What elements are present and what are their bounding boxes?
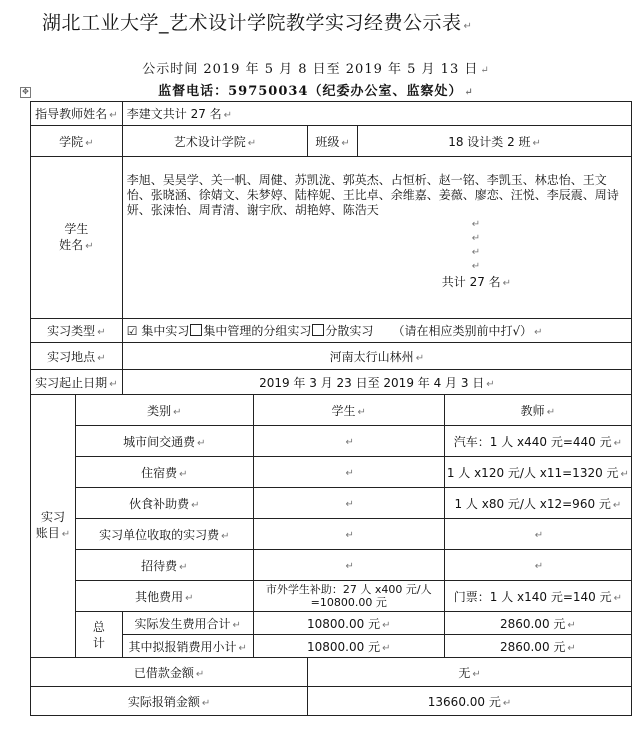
total-label: 总 计 (75, 612, 122, 658)
claim-subtotal-teacher: 2860.00 元 ↵ (444, 635, 631, 658)
page-title: 湖北工业大学_艺术设计学院教学实习经费公示表 ↵ (42, 12, 473, 34)
actual-total-label: 实际发生费用合计 ↵ (122, 612, 253, 635)
type-hint: （请在相应类别前中打√） (392, 324, 533, 338)
students-names: 李旭、吴昊学、关一帆、周健、苏凯泷、郭英杰、占恒析、赵一铭、李凯玉、林忠怡、王文怡、张晓涵、徐婧文、朱梦婷、陆梓妮、王比卓、余维嘉、姜薇、廖恋、汪悦、李辰震、周诗妍、张涑怡、周青清、谢宇欣、胡艳婷、陈浩天 ↵ ↵ ↵ ↵ 共计 27 名 ↵ (122, 157, 631, 319)
col-category: 类别 ↵ (75, 395, 253, 426)
teacher-value: 李建文共计 27 名 ↵ (122, 102, 631, 126)
location-label: 实习地点 ↵ (31, 343, 123, 370)
type-label: 实习类型 ↵ (31, 319, 123, 343)
table-row (31, 581, 632, 612)
teacher-row (31, 102, 632, 126)
students-row (31, 157, 632, 319)
checked-checkbox-icon[interactable]: ☑ (126, 324, 138, 338)
students-label: 学生 姓名 ↵ (31, 157, 123, 319)
class-label: 班级 ↵ (308, 126, 358, 157)
category-cell: 招待费 ↵ (75, 550, 253, 581)
reimbursed-value: 13660.00 元 ↵ (308, 687, 632, 716)
location-value: 河南太行山林州 ↵ (122, 343, 631, 370)
unchecked-checkbox-icon[interactable] (190, 324, 202, 336)
student-cell: ↵ (253, 488, 444, 519)
teacher-label: 指导教师姓名 ↵ (31, 102, 123, 126)
location-row (31, 343, 632, 370)
move-handle-icon[interactable]: ✥ (20, 87, 31, 98)
col-teacher: 教师 ↵ (444, 395, 631, 426)
table-row (31, 457, 632, 488)
teacher-cell: 汽车：1 人 x440 元=440 元 ↵ (444, 426, 631, 457)
student-cell: ↵ (253, 457, 444, 488)
actual-total-student: 10800.00 元 ↵ (253, 612, 444, 635)
teacher-cell: ↵ (444, 519, 631, 550)
actual-total-teacher: 2860.00 元 ↵ (444, 612, 631, 635)
teacher-cell: 门票：1 人 x140 元=140 元 ↵ (444, 581, 631, 612)
dates-value: 2019 年 3 月 23 日至 2019 年 4 月 3 日 ↵ (122, 370, 631, 395)
category-cell: 住宿费 ↵ (75, 457, 253, 488)
accounts-label: 实习 账目 ↵ (31, 395, 76, 658)
table-row (31, 426, 632, 457)
category-cell: 城市间交通费 ↵ (75, 426, 253, 457)
supervision-phone: 监督电话：59750034（纪委办公室、监察处） ↵ (158, 84, 474, 99)
borrowed-value: 无 ↵ (308, 658, 632, 687)
college-row (31, 126, 632, 157)
claim-subtotal-student: 10800.00 元 ↵ (253, 635, 444, 658)
student-cell: ↵ (253, 550, 444, 581)
col-student: 学生 ↵ (253, 395, 444, 426)
student-cell: ↵ (253, 519, 444, 550)
type-option-centralized: 集中实习 (141, 324, 190, 338)
dates-label: 实习起止日期 ↵ (31, 370, 123, 395)
borrowed-label: 已借款金额 ↵ (31, 658, 308, 687)
claim-subtotal-label: 其中拟报销费用小计 ↵ (122, 635, 253, 658)
type-row (31, 319, 632, 343)
notice-period: 公示时间 2019 年 5 月 8 日至 2019 年 5 月 13 日 ↵ (142, 62, 490, 77)
teacher-cell: 1 人 x120 元/人 x11=1320 元 ↵ (444, 457, 631, 488)
college-label: 学院 ↵ (31, 126, 123, 157)
category-cell: 实习单位收取的实习费 ↵ (75, 519, 253, 550)
dates-row (31, 370, 632, 395)
reimbursed-row (31, 687, 632, 716)
students-total: 共计 27 名 (441, 275, 501, 289)
student-cell: ↵ (253, 426, 444, 457)
teacher-cell: 1 人 x80 元/人 x12=960 元 ↵ (444, 488, 631, 519)
expense-table (30, 101, 632, 716)
table-row (31, 550, 632, 581)
student-cell: 市外学生补助：27 人 x400 元/人=10800.00 元 (253, 581, 444, 612)
type-option-grouped: 集中管理的分组实习 (203, 324, 312, 338)
borrowed-row (31, 658, 632, 687)
reimbursed-label: 实际报销金额 ↵ (31, 687, 308, 716)
class-value: 18 设计类 2 班 ↵ (358, 126, 632, 157)
unchecked-checkbox-icon[interactable] (312, 324, 324, 336)
table-row (31, 519, 632, 550)
college-value: 艺术设计学院 ↵ (122, 126, 307, 157)
type-option-scattered: 分散实习 (325, 324, 374, 338)
teacher-cell: ↵ (444, 550, 631, 581)
category-cell: 伙食补助费 ↵ (75, 488, 253, 519)
type-options: ☑ 集中实习 集中管理的分组实习 分散实习 （请在相应类别前中打√） ↵ (122, 319, 631, 343)
category-cell: 其他费用 ↵ (75, 581, 253, 612)
accounts-header-row (31, 395, 632, 426)
actual-total-row (31, 612, 632, 635)
table-row (31, 488, 632, 519)
